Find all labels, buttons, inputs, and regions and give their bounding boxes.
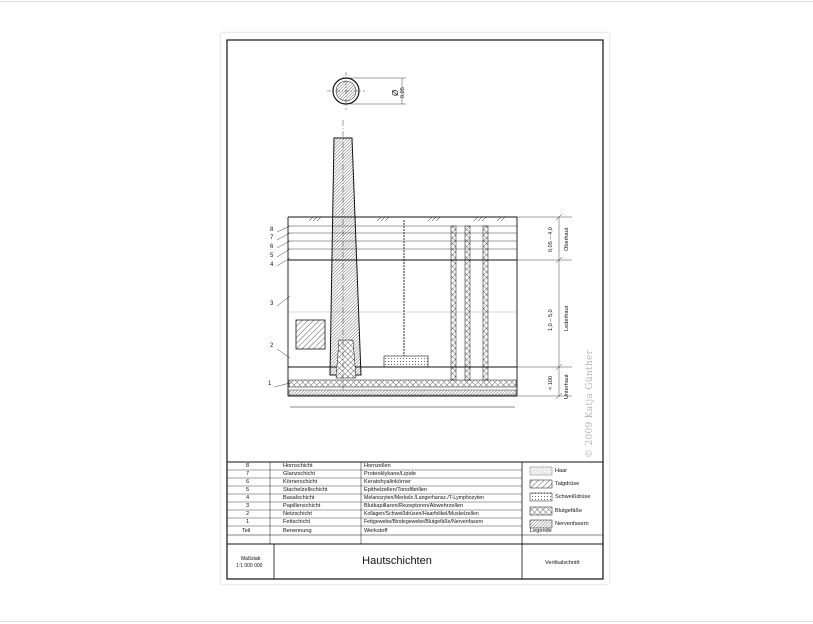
row-2-werkstoff: Kollagen/Schweißdrüsen/Haarfolikel/Muskelzellen — [364, 511, 479, 517]
row-5-werkstoff: Epithelzellen/Tonofibrillen — [364, 487, 428, 493]
row-2-name: Netzschicht — [283, 511, 312, 517]
row-1-name: Fettschicht — [283, 519, 311, 525]
header-legende: Legende — [530, 528, 552, 534]
row-7-name: Glanzschicht — [283, 471, 316, 477]
row-5-nr: 5 — [246, 487, 250, 493]
unterhaut-range: < 100 — [548, 375, 554, 390]
legend-blutgefaesse: Blutgefäße — [555, 508, 583, 514]
legend-schweissdruese: Schweißdrüse — [555, 494, 591, 500]
copyright-watermark: © 2009 Katja Günther — [585, 349, 595, 458]
row-5-name: Stachelzellschicht — [283, 487, 328, 493]
scale-value: 1:1 000 000 — [236, 563, 263, 569]
row-6-werkstoff: Keratohyalinkörner — [364, 479, 411, 485]
view-label: Vertikalschnitt — [545, 560, 580, 566]
oberhaut-range: 0,05 – 4,0 — [548, 227, 554, 252]
row-1-nr: 1 — [246, 519, 250, 525]
drawing-title: Hautschichten — [362, 555, 432, 567]
diameter-symbol: Ø — [391, 89, 400, 96]
row-8-name: Hornschicht — [283, 463, 313, 469]
legend-haar: Haar — [555, 468, 568, 474]
legend-swatches — [530, 467, 552, 528]
callout-3: 3 — [270, 301, 274, 307]
row-6-name: Körnerschicht — [283, 479, 318, 485]
row-4-name: Basalschicht — [283, 495, 315, 501]
header-teil: Teil — [242, 528, 251, 534]
row-7-werkstoff: Proteoklykane/Lipide — [364, 471, 416, 477]
scale-label: Maßstab — [241, 556, 261, 562]
row-4-werkstoff: Melanozyten/Merkelz./Langerhansz./T-Lymphozyten — [364, 495, 485, 501]
skin-layers — [288, 217, 517, 407]
lederhaut-label: Lederhaut — [564, 305, 570, 331]
diameter-value: 0,05 — [400, 87, 406, 98]
row-3-name: Papillenschicht — [283, 503, 321, 509]
row-2-nr: 2 — [246, 511, 250, 517]
callout-8: 8 — [270, 227, 274, 233]
row-8-nr: 8 — [246, 463, 250, 469]
row-6-nr: 6 — [246, 479, 250, 485]
row-7-nr: 7 — [246, 471, 250, 477]
header-werkstoff: Werkstoff — [364, 528, 388, 534]
callout-7: 7 — [270, 235, 274, 241]
fat-layer-lower — [289, 390, 516, 395]
header-benennung: Benennung — [283, 528, 312, 534]
callout-4: 4 — [270, 262, 274, 268]
sebaceous-gland — [296, 320, 325, 349]
sweat-gland — [384, 220, 428, 367]
row-8-werkstoff: Hornzellen — [364, 463, 391, 469]
row-4-nr: 4 — [246, 495, 250, 501]
hair-shaft — [330, 120, 361, 390]
callout-1: 1 — [268, 381, 272, 387]
row-1-werkstoff: Fettgewebe/Bindegewebe/Blutgefäße/Nervenfasern — [364, 519, 484, 525]
lederhaut-range: 1,0 – 5,0 — [548, 309, 554, 331]
callout-5: 5 — [270, 253, 274, 259]
fat-layer-band — [289, 380, 516, 387]
row-3-nr: 3 — [246, 503, 250, 509]
legend-nervenfasern: Nervenfasern — [555, 521, 589, 527]
legend-talgdruese: Talgdrüse — [555, 481, 580, 487]
callout-2: 2 — [270, 343, 274, 349]
unterhaut-label: Unterhaut — [564, 374, 570, 399]
oberhaut-label: Oberhaut — [564, 227, 570, 251]
row-3-werkstoff: Blutkapillaren/Rezeptoren/Abwehrzellen — [364, 503, 464, 509]
callout-6: 6 — [270, 244, 274, 250]
